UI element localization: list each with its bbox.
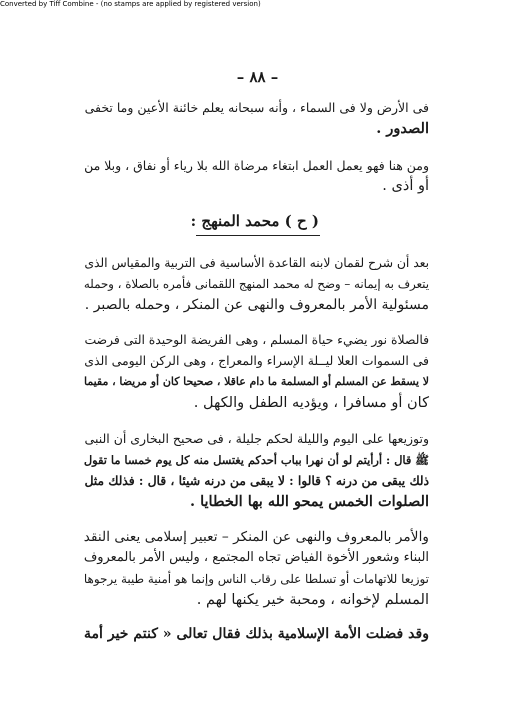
text-line: البناء وشعور الأخوة الفياض تجاه المجتمع ، وليس الأمر بالمعروف <box>83 550 429 565</box>
text-line: الصلوات الخمس يمحو الله بها الخطايا . <box>189 493 429 510</box>
text-line: يتعرف به إيمانه – وضح له محمد المنهج اللقمانى فأمره بالصلاة ، وحمله <box>83 277 429 291</box>
text-line: ومن هنا فهو يعمل العمل ابتغاء مرضاة الله بلا رياء أو نفاق ، وبلا من <box>84 158 429 173</box>
text-line: ﷺ قال : أرأيتم لو أن نهرا بباب أحدكم يغتسل منه كل يوم خمسا ما تقول <box>83 453 429 467</box>
text-line: توزيعا للاتهامات أو تسلطا على رقاب الناس وإنما هو أمنية طيبة يرجوها <box>83 572 429 586</box>
text-line: الصدور . <box>376 120 429 137</box>
text-line: فالصلاة نور يضيء حياة المسلم ، وهى الفريضة الوحيدة التى فرضت <box>84 333 429 347</box>
text-line: المسلم لإخوانه ، ومحبة خير يكنها لهم . <box>196 592 429 608</box>
text-line: لا يسقط عن المسلم أو المسلمة ما دام عاقلا ، صحيحا كان أو مريضا ، مقيما <box>84 375 429 388</box>
page-number: – ٨٨ – <box>236 68 279 86</box>
text-line: والأمر بالمعروف والنهى عن المنكر – تعبير إسلامى يعنى النقد <box>83 529 429 545</box>
text-line: وقد فضلت الأمة الإسلامية بذلك فقال تعالى « كنتم خير أمة <box>83 626 429 642</box>
text-line: بعد أن شرح لقمان لابنه القاعدة الأساسية فى التربية والمقياس الذى <box>84 256 429 270</box>
text-line: وتوزيعها على اليوم والليلة لحكم جليلة ، فى صحيح البخارى أن النبى <box>84 431 429 446</box>
watermark-text: Converted by Tiff Combine - (no stamps are applied by registered version) <box>0 0 261 8</box>
text-line: فى الأرض ولا فى السماء ، وأنه سبحانه يعلم خائنة الأعين وما تخفى <box>84 100 429 115</box>
section-heading: ( ح ) محمد المنهج : <box>190 212 319 230</box>
text-line: مسئولية الأمر بالمعروف والنهى عن المنكر ، وحمله بالصبر . <box>84 297 429 313</box>
heading-underline <box>196 235 320 236</box>
text-line: كان أو مسافرا ، ويؤديه الطفل والكهل . <box>193 395 429 411</box>
text-line: فى السموات العلا ليــلة الإسراء والمعراج ، وهى الركن اليومى الذى <box>84 353 429 368</box>
text-line: ذلك يبقى من درنه ؟ قالوا : لا يبقى من درنه شيئا ، قال : فذلك مثل <box>84 473 429 488</box>
text-line: أو أذى . <box>382 178 429 194</box>
